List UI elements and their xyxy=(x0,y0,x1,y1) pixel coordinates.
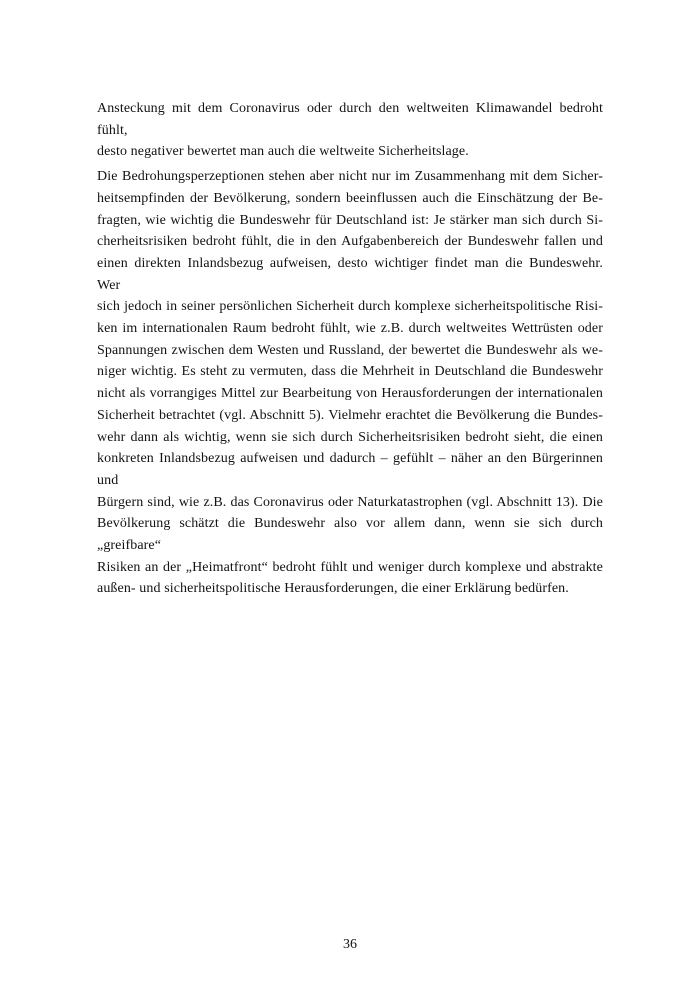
text-line: cherheitsrisiken bedroht fühlt, die in den Aufgabenbereich der Bundeswehr fallen und xyxy=(97,234,603,250)
text-line: Risiken an der „Heimatfront“ bedroht fühlt und weniger durch komplexe und abstrakte xyxy=(97,559,603,575)
text-line: sich jedoch in seiner persönlichen Sicherheit durch komplexe sicherheitspolitische Risi- xyxy=(97,299,603,315)
text-line: Ansteckung mit dem Coronavirus oder durch den weltweiten Klimawandel bedroht fühlt, xyxy=(97,101,603,138)
text-line: Bürgern sind, wie z.B. das Coronavirus oder Naturkatastrophen (vgl. Abschnitt 13). Die xyxy=(97,494,603,510)
body-text xyxy=(97,98,603,600)
text-line: wehr dann als wichtig, wenn sie sich durch Sicherheitsrisiken bedroht sieht, die einen xyxy=(97,429,603,445)
text-line: einen direkten Inlandsbezug aufweisen, desto wichtiger findet man die Bundeswehr. Wer xyxy=(97,255,603,293)
text-line: Die Bedrohungsperzeptionen stehen aber nicht nur im Zusammenhang mit dem Sicher- xyxy=(97,169,603,185)
paragraph-1 xyxy=(97,98,603,163)
text-line: niger wichtig. Es steht zu vermuten, dass die Mehrheit in Deutschland die Bundeswehr xyxy=(97,364,603,380)
text-line: Spannungen zwischen dem Westen und Russland, der bewertet die Bundeswehr als we- xyxy=(97,342,603,358)
text-line: Bevölkerung schätzt die Bundeswehr also vor allem dann, wenn sie sich durch „greifbare“ xyxy=(97,516,603,554)
text-line: ken im internationalen Raum bedroht fühlt, wie z.B. durch weltweites Wettrüsten oder xyxy=(97,321,603,337)
text-line: desto negativer bewertet man auch die weltweite Sicherheitslage. xyxy=(97,144,469,160)
text-line: fragten, wie wichtig die Bundeswehr für Deutschland ist: Je stärker man sich durch Si- xyxy=(97,212,603,228)
page-number: 36 xyxy=(343,937,357,952)
text-line: konkreten Inlandsbezug aufweisen und dadurch – gefühlt – näher an den Bürgerinnen und xyxy=(97,451,603,488)
text-line: heitsempfinden der Bevölkerung, sondern beeinflussen auch die Einschätzung der Be- xyxy=(97,190,603,206)
text-line: Sicherheit betrachtet (vgl. Abschnitt 5). Vielmehr erachtet die Bevölkerung die Bundes- xyxy=(97,407,603,423)
text-line: nicht als vorrangiges Mittel zur Bearbeitung von Herausforderungen der internationalen xyxy=(97,386,603,402)
paragraph-2 xyxy=(97,166,603,600)
text-line: außen- und sicherheitspolitische Herausforderungen, die einer Erklärung bedürfen. xyxy=(97,581,569,597)
